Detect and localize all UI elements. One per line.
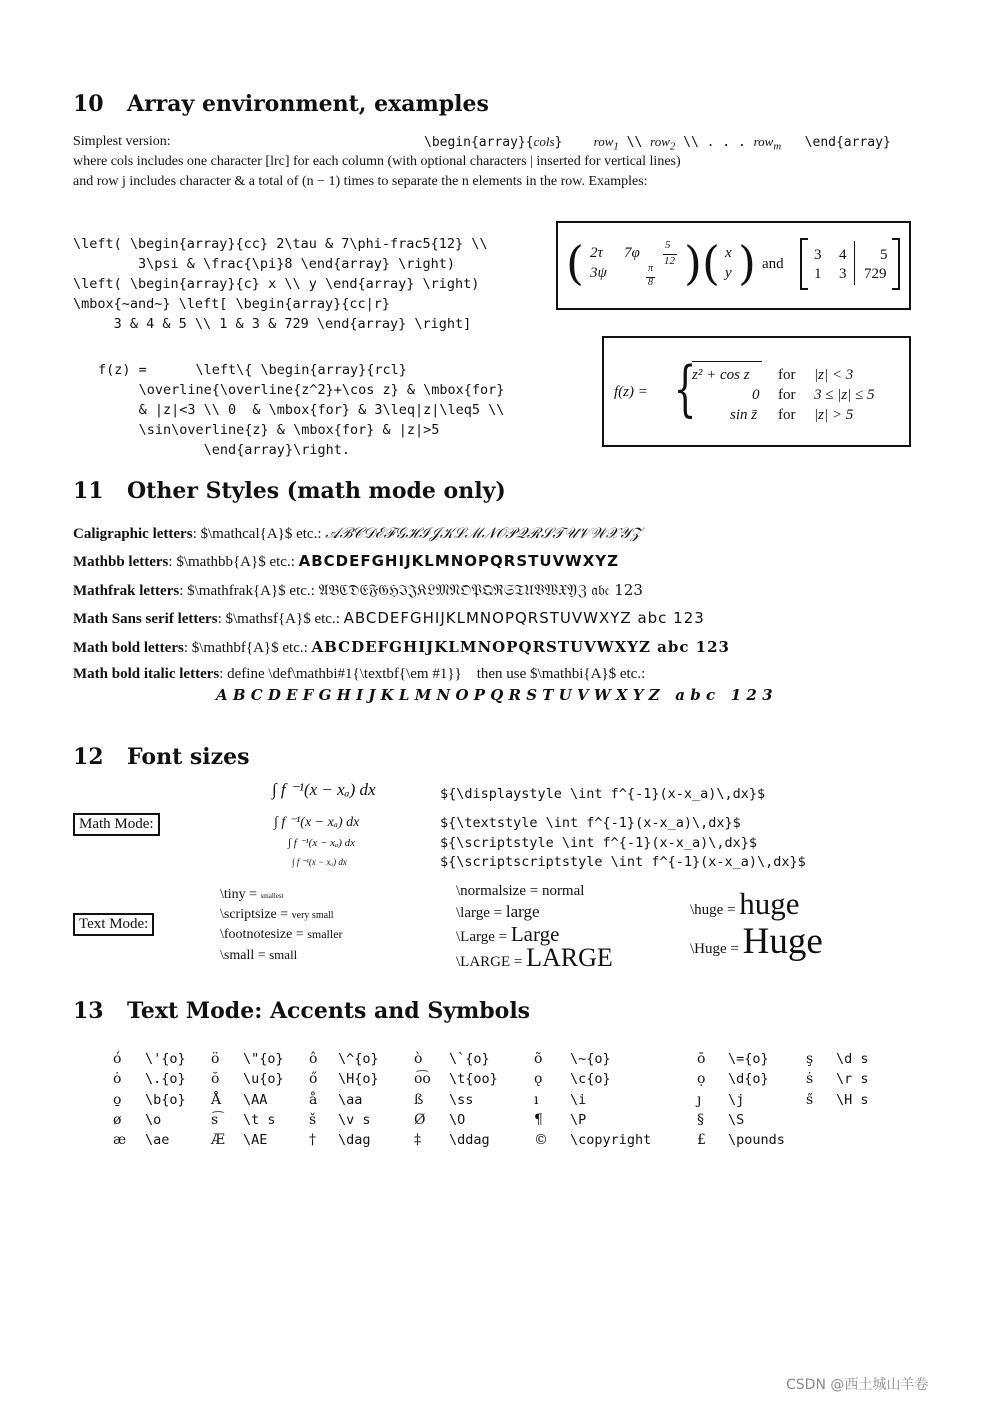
size-cmd: \footnotesize = xyxy=(220,927,308,942)
accent-symbol: ő xyxy=(309,1071,318,1087)
section-number: 12 xyxy=(73,744,104,770)
style-label: Mathfrak letters xyxy=(73,583,180,599)
cell: 5 xyxy=(880,247,888,263)
style-cmd: : $\mathcal{A}$ etc.: xyxy=(192,526,326,542)
style-row-calligraphic xyxy=(73,524,642,543)
size-cmd: \scriptsize = xyxy=(220,907,292,922)
style-label: Math bold italic letters xyxy=(73,666,220,682)
size-cmd: \large = xyxy=(456,905,506,921)
accent-symbol: ȯ xyxy=(113,1071,122,1087)
syntax-rowm: row xyxy=(753,134,774,149)
frac2-num: π xyxy=(648,263,654,274)
accent-command: \d{o} xyxy=(728,1071,769,1087)
accent-command: \r s xyxy=(836,1071,869,1087)
accent-command: \aa xyxy=(338,1092,363,1108)
cell: 3 xyxy=(814,247,822,263)
array-desc-line2: where cols includes one character [lrc] for each column (with optional characters | inserted for vertical lines) xyxy=(73,154,681,169)
accent-command: \ss xyxy=(449,1092,474,1108)
accent-command: \u{o} xyxy=(243,1071,284,1087)
accent-symbol: ǫ xyxy=(534,1071,543,1087)
matrix-example-box xyxy=(556,221,911,310)
for-text: for xyxy=(778,367,796,383)
accent-symbol: ‡ xyxy=(414,1132,421,1148)
section-11-heading xyxy=(73,478,506,504)
accent-command: \c{o} xyxy=(570,1071,611,1087)
cell-3psi: 3ψ xyxy=(590,265,607,281)
math-mode-label: Math Mode: xyxy=(73,813,160,836)
for-text: for xyxy=(778,387,796,403)
size-val: large xyxy=(505,902,540,921)
right-paren-2: ) xyxy=(738,236,756,290)
accent-command: \dag xyxy=(338,1132,371,1148)
size-cmd: \Huge = xyxy=(690,941,743,957)
accent-command: \={o} xyxy=(728,1051,769,1067)
watermark: CSDN @西土城山羊卷 xyxy=(786,1377,929,1393)
accent-command: \.{o} xyxy=(145,1071,186,1087)
accent-symbol: £ xyxy=(697,1132,706,1148)
style-label: Math bold letters xyxy=(73,640,184,656)
section-number: 13 xyxy=(73,998,104,1024)
size-cmd: \small = xyxy=(220,948,270,963)
size-val: small xyxy=(269,947,298,962)
size-small xyxy=(220,947,297,964)
accent-symbol: Æ xyxy=(211,1132,226,1148)
accent-command: \AE xyxy=(243,1132,268,1148)
int-scriptscriptstyle: ∫ f ⁻¹(x − xₐ) dx xyxy=(292,857,347,867)
code-block-2 xyxy=(98,340,504,480)
cell: 1 xyxy=(814,266,822,282)
style-row-mathsf xyxy=(73,609,705,628)
accent-symbol: Å xyxy=(211,1092,222,1108)
accent-symbol: † xyxy=(309,1132,316,1148)
left-paren-2: ( xyxy=(702,236,720,290)
syntax-end: \end{array} xyxy=(804,135,891,150)
int-cmd: ${\scriptscriptstyle \int f^{-1}(x-x_a)\,dx}$ xyxy=(440,854,806,870)
accent-command: \copyright xyxy=(570,1132,652,1148)
case-expr-1: z² + cos z xyxy=(692,367,750,383)
overline xyxy=(692,361,762,362)
and-text: and xyxy=(762,256,784,272)
accent-command: \pounds xyxy=(728,1132,785,1148)
int-cmd: ${\scriptstyle \int f^{-1}(x-x_a)\,dx}$ xyxy=(440,835,757,851)
right-bracket xyxy=(892,238,900,290)
style-cmd: : $\mathbb{A}$ etc.: xyxy=(168,554,299,570)
accent-symbol: š xyxy=(309,1112,317,1128)
accent-command: \t s xyxy=(243,1112,276,1128)
right-paren: ) xyxy=(684,236,702,290)
accent-symbol: æ xyxy=(113,1132,127,1148)
size-val: Huge xyxy=(742,921,823,962)
syntax-row2: row xyxy=(650,134,670,149)
style-row-mathfrak xyxy=(73,581,643,600)
accent-symbol: ş xyxy=(806,1051,814,1067)
accent-symbol: ȷ xyxy=(697,1092,702,1108)
accent-symbol: o̱ xyxy=(113,1092,122,1108)
accent-symbol: ò xyxy=(414,1051,423,1067)
accent-command: \j xyxy=(728,1092,745,1108)
condition-1: |z| < 3 xyxy=(814,367,854,383)
accent-command: \d s xyxy=(836,1051,869,1067)
accent-command: \v s xyxy=(338,1112,371,1128)
accent-symbol: ŏ xyxy=(211,1071,220,1087)
accent-symbol: ı xyxy=(534,1092,539,1108)
accent-symbol: õ xyxy=(534,1051,543,1067)
size-cmd: \LARGE = xyxy=(456,954,527,970)
code-line: \left( \begin{array}{c} x \\ y \end{array} \right) xyxy=(73,276,480,292)
text-mode-label: Text Mode: xyxy=(73,913,154,936)
style-cmd: : $\mathbf{A}$ etc.: xyxy=(183,640,312,656)
code-line: \left( \begin{array}{cc} 2\tau & 7\phi-frac5{12} \\ xyxy=(73,236,488,252)
accent-symbol: ó xyxy=(113,1051,122,1067)
style-row-mathbb xyxy=(73,552,619,571)
size-cmd: \tiny = xyxy=(220,887,261,902)
style-sample: 𝔄𝔅ℭ𝔇𝔈𝔉𝔊ℌℑ𝔍𝔎𝔏𝔐𝔑𝔒𝔓𝔔ℜ𝔖𝔗𝔘𝔙𝔚𝔛𝔜ℨ 𝔞𝔟𝔠 123 xyxy=(318,581,643,599)
size-tiny xyxy=(220,887,284,903)
accent-command: \S xyxy=(728,1112,745,1128)
accent-symbol: s͡ xyxy=(211,1112,219,1128)
style-sample: ABCDEFGHIJKLMNOPQRSTUVWXYZ xyxy=(298,552,620,570)
cell: 4 xyxy=(839,247,847,263)
size-val: LARGE xyxy=(526,943,613,972)
accent-command: \H s xyxy=(836,1092,869,1108)
left-brace: { xyxy=(673,354,697,424)
size-val: smaller xyxy=(307,927,343,941)
section-number: 10 xyxy=(73,91,104,117)
cases-lhs: f(z) = xyxy=(614,384,648,400)
code-line: \end{array}\right. xyxy=(98,442,350,458)
accent-symbol: ọ xyxy=(697,1071,706,1087)
section-13-heading xyxy=(73,998,530,1024)
section-title: Other Styles (math mode only) xyxy=(127,478,506,504)
accent-symbol: ¶ xyxy=(534,1112,543,1128)
syntax-row1: row xyxy=(593,134,614,149)
simplest-label: Simplest version: xyxy=(73,134,171,149)
size-large xyxy=(456,902,540,922)
accent-symbol: o͡o xyxy=(414,1071,431,1087)
accent-symbol: å xyxy=(309,1092,318,1108)
code-line: 3\psi & \frac{\pi}8 \end{array} \right) xyxy=(73,256,456,272)
code-block-1 xyxy=(73,214,488,354)
accent-command: \ae xyxy=(145,1132,170,1148)
style-cmd: : define \def\mathbi#1{\textbf{\em #1}} then use $\mathbi{A}$ etc.: xyxy=(219,666,646,682)
array-desc-line3: and row j includes character & a total of (n − 1) times to separate the n elements in the row. Examples: xyxy=(73,174,648,189)
int-scriptstyle: ∫ f ⁻¹(x − xₐ) dx xyxy=(288,837,356,849)
style-cmd: : $\mathsf{A}$ etc.: xyxy=(217,611,344,627)
accent-command: \ddag xyxy=(449,1132,490,1148)
section-number: 11 xyxy=(73,478,104,504)
style-cmd: : $\mathfrak{A}$ etc.: xyxy=(179,583,319,599)
cell: 729 xyxy=(864,266,887,282)
accent-command: \~{o} xyxy=(570,1051,611,1067)
size-val: huge xyxy=(739,886,800,921)
vertical-rule xyxy=(854,241,855,285)
style-sample: ABCDEFGHIJKLMNOPQRSTUVWXYZ abc 123 xyxy=(343,609,705,627)
accent-symbol: s̋ xyxy=(806,1092,814,1108)
condition-2: 3 ≤ |z| ≤ 5 xyxy=(814,387,875,403)
style-label: Caligraphic letters xyxy=(73,526,193,542)
case-expr-2: 0 xyxy=(752,387,760,403)
accent-symbol: Ø xyxy=(414,1112,426,1128)
case-expr-3: sin z̄ xyxy=(730,407,758,423)
size-huge xyxy=(690,886,800,922)
size-cmd: \huge = xyxy=(690,902,740,918)
accent-command: \o xyxy=(145,1112,162,1128)
cell: 3 xyxy=(839,266,847,282)
accent-symbol: § xyxy=(697,1112,704,1128)
condition-3: |z| > 5 xyxy=(814,407,854,423)
frac-den: 12 xyxy=(664,255,675,267)
size-footnotesize xyxy=(220,927,343,943)
size-val: very small xyxy=(291,910,334,921)
accent-symbol: ō xyxy=(697,1051,706,1067)
accent-symbol: ö xyxy=(211,1051,220,1067)
code-line: \sin\overline{z} & \mbox{for} & |z|>5 xyxy=(98,422,440,438)
accent-symbol: © xyxy=(534,1132,548,1148)
accent-command: \b{o} xyxy=(145,1092,186,1108)
style-sample: 𝒜ℬ𝒞𝒟ℰℱ𝒢ℋℐ𝒥𝒦ℒℳ𝒩𝒪𝒫𝒬ℛ𝒮𝒯𝒰𝒱𝒲𝒳𝒴𝒵 xyxy=(325,524,642,542)
accent-command: \`{o} xyxy=(449,1051,490,1067)
style-row-mathbf xyxy=(73,638,730,657)
syntax-sep2: \\ . . . xyxy=(683,135,754,150)
size-cmd: \Large = xyxy=(456,929,511,945)
size-val: normal xyxy=(541,883,585,899)
accent-symbol: ṡ xyxy=(806,1071,814,1087)
section-12-heading xyxy=(73,744,250,770)
accent-command: \AA xyxy=(243,1092,268,1108)
accent-command: \P xyxy=(570,1112,587,1128)
accent-symbol: ß xyxy=(414,1092,424,1108)
int-cmd: ${\displaystyle \int f^{-1}(x-x_a)\,dx}$ xyxy=(440,786,766,802)
section-title: Text Mode: Accents and Symbols xyxy=(127,998,531,1024)
int-textstyle: ∫ f ⁻¹(x − xₐ) dx xyxy=(274,815,360,830)
accent-command: \^{o} xyxy=(338,1051,379,1067)
section-title: Font sizes xyxy=(127,744,250,770)
accent-command: \H{o} xyxy=(338,1071,379,1087)
accent-symbol: ô xyxy=(309,1051,318,1067)
int-displaystyle: ∫ f ⁻¹(x − xₐ) dx xyxy=(272,780,376,799)
size-Huge xyxy=(690,920,823,963)
for-text: for xyxy=(778,407,796,423)
code-line: 3 & 4 & 5 \\ 1 & 3 & 729 \end{array} \right] xyxy=(73,316,472,332)
section-title: Array environment, examples xyxy=(127,91,489,117)
syntax-cols: cols xyxy=(533,134,555,149)
code-line: \overline{\overline{z^2}+\cos z} & \mbox{for} xyxy=(98,382,505,398)
style-label: Mathbb letters xyxy=(73,554,169,570)
syntax-begin: \begin{array}{ xyxy=(424,135,534,150)
accent-command: \i xyxy=(570,1092,587,1108)
syntax-close: } xyxy=(554,135,563,150)
cell-2tau: 2τ xyxy=(590,245,603,261)
code-line: f(z) = \left\{ \begin{array}{rcl} xyxy=(98,362,407,378)
accent-command: \"{o} xyxy=(243,1051,284,1067)
size-normalsize xyxy=(456,883,584,900)
code-line: \mbox{~and~} \left[ \begin{array}{cc|r} xyxy=(73,296,390,312)
accent-command: \'{o} xyxy=(145,1051,186,1067)
accent-command: \t{oo} xyxy=(449,1071,498,1087)
section-10-heading xyxy=(73,91,489,117)
style-sample: ABCDEFGHIJKLMNOPQRSTUVWXYZ abc 123 xyxy=(311,638,730,656)
size-cmd: \normalsize = xyxy=(456,883,542,899)
accent-symbol: ø xyxy=(113,1112,122,1128)
int-cmd: ${\textstyle \int f^{-1}(x-x_a)\,dx}$ xyxy=(440,815,741,831)
cell-y: y xyxy=(725,265,732,281)
size-LARGE xyxy=(456,943,613,973)
left-paren: ( xyxy=(566,236,584,290)
style-label: Math Sans serif letters xyxy=(73,611,218,627)
cases-example-box xyxy=(602,336,911,447)
accent-command: \O xyxy=(449,1112,466,1128)
cell-7phi: 7φ xyxy=(624,245,640,261)
size-scriptsize xyxy=(220,907,334,923)
frac2-den: 8 xyxy=(648,277,653,288)
left-bracket xyxy=(800,238,808,290)
size-val: Large xyxy=(510,922,560,946)
cell-x: x xyxy=(725,245,732,261)
bold-italic-sample: A B C D E F G H I J K L M N O P Q R S T U V W X Y Z a b c 1 2 3 xyxy=(216,686,773,704)
array-syntax: \begin{array}{cols} row$_1$ \\ row$_2$ \\ . . . row$_m$ \end{array} xyxy=(424,134,891,153)
frac-num: 5 xyxy=(665,239,671,251)
code-line: & |z|<3 \\ 0 & \mbox{for} & 3\leq|z|\leq5 \\ xyxy=(98,402,505,418)
syntax-sep1: \\ xyxy=(626,135,651,150)
size-val: smallest xyxy=(260,892,284,900)
style-row-mathbi xyxy=(73,666,645,683)
